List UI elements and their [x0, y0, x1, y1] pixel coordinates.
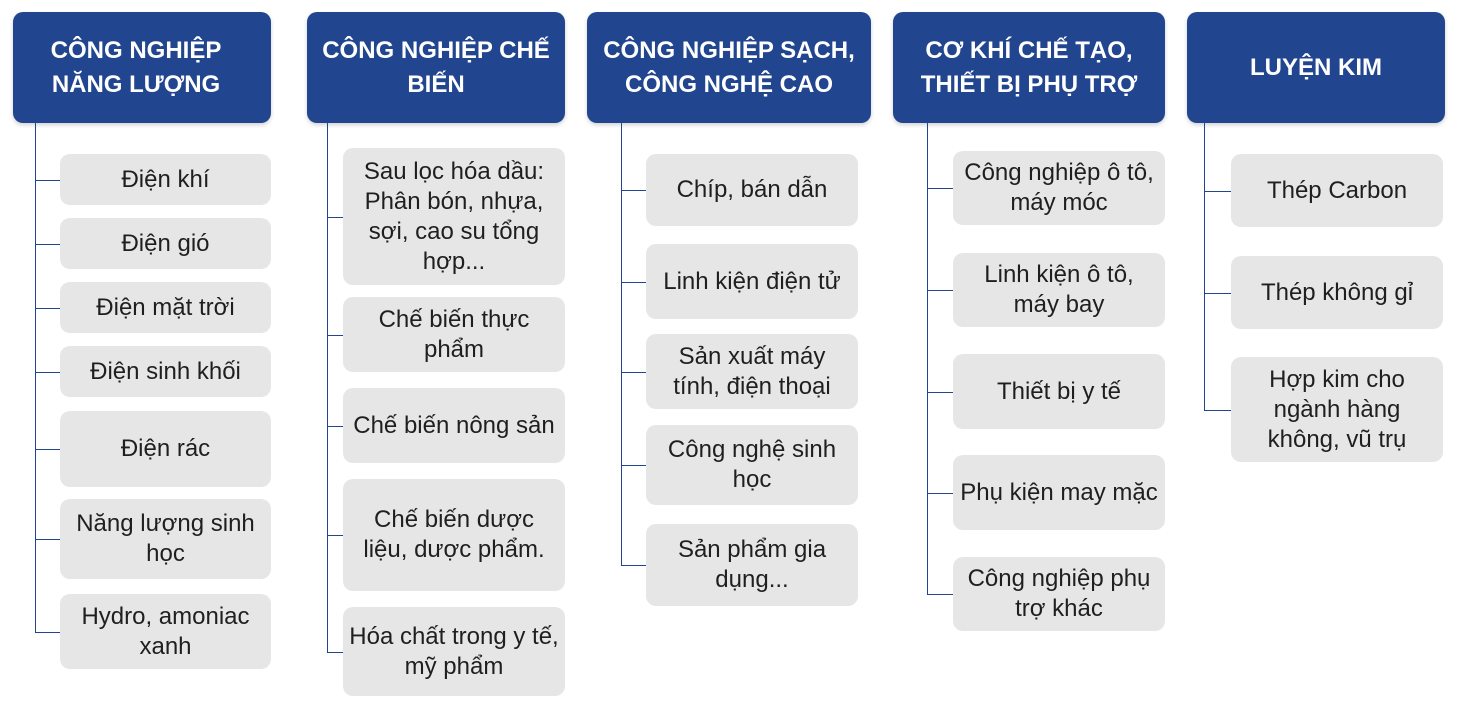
sub-industry-item: [343, 388, 565, 463]
connector-branch: [927, 188, 953, 189]
sub-industry-item: [60, 499, 271, 579]
connector-branch: [35, 308, 60, 309]
sub-industry-item: [953, 151, 1165, 225]
sub-industry-label: Công nghệ sinh học: [667, 436, 837, 493]
connector-branch: [327, 217, 343, 218]
sub-industry-item: [1231, 256, 1443, 329]
category-header-label: LUYỆN KIM: [1250, 53, 1382, 81]
sub-industry-item: [953, 455, 1165, 530]
sub-industry-item: [60, 594, 271, 669]
sub-industry-item: [646, 334, 858, 409]
sub-industry-label: Sản xuất máy tính, điện thoại: [673, 342, 831, 400]
sub-industry-label: Linh kiện ô tô, máy bay: [984, 261, 1134, 318]
sub-industry-label: Chế biến thực phẩm: [378, 305, 530, 363]
sub-industry-label: Sản phẩm gia dụng...: [677, 536, 827, 593]
sub-industry-item: [953, 557, 1165, 631]
connector-branch: [927, 392, 953, 393]
sub-industry-label: Chế biến nông sản: [353, 411, 555, 439]
connector-branch: [35, 372, 60, 373]
category-header: [893, 12, 1165, 123]
sub-industry-item: [646, 154, 858, 226]
sub-industry-item: [646, 425, 858, 505]
sub-industry-label: Điện rác: [120, 435, 211, 462]
connector-branch: [35, 632, 60, 633]
sub-industry-item: [343, 148, 565, 285]
sub-industry-label: Sau lọc hóa dầu: Phân bón, nhựa, sợi, cao su tổng hợp...: [363, 157, 545, 275]
connector-branch: [927, 493, 953, 494]
connector-branch: [621, 465, 646, 466]
connector-branch: [35, 449, 60, 450]
connector-branch: [621, 190, 646, 191]
sub-industry-item: [60, 282, 271, 333]
category-header: [587, 12, 871, 123]
connector-branch: [621, 282, 646, 283]
connector-branch: [927, 290, 953, 291]
sub-industry-label: Điện sinh khối: [90, 357, 241, 385]
connector-branch: [1204, 191, 1231, 192]
sub-industry-item: [646, 244, 858, 319]
category-header-label: CÔNG NGHIỆP CHẾ BIẾN: [322, 36, 550, 98]
sub-industry-label: Công nghiệp ô tô, máy móc: [964, 159, 1154, 216]
sub-industry-label: Thép không gỉ: [1260, 278, 1414, 306]
sub-industry-label: Chíp, bán dẫn: [676, 176, 828, 203]
connector-trunk: [35, 123, 36, 632]
connector-branch: [1204, 293, 1231, 294]
connector-branch: [35, 539, 60, 540]
sub-industry-label: Linh kiện điện tử: [663, 267, 841, 295]
connector-branch: [621, 565, 646, 566]
sub-industry-label: Phụ kiện may mặc: [960, 478, 1158, 506]
connector-branch: [35, 244, 60, 245]
category-header: [307, 12, 565, 123]
sub-industry-label: Thiết bị y tế: [996, 377, 1122, 405]
sub-industry-label: Điện mặt trời: [96, 293, 235, 321]
sub-industry-item: [1231, 357, 1443, 462]
sub-industry-label: Năng lượng sinh học: [76, 510, 255, 567]
connector-branch: [621, 372, 646, 373]
sub-industry-label: Thép Carbon: [1266, 176, 1408, 204]
connector-branch: [35, 180, 60, 181]
connector-trunk: [1204, 123, 1205, 410]
category-header-label: CÔNG NGHIỆP NĂNG LƯỢNG: [50, 36, 222, 98]
category-header-label: CÔNG NGHIỆP SẠCH, CÔNG NGHỆ CAO: [603, 36, 855, 98]
sub-industry-item: [343, 297, 565, 372]
category-header-label: CƠ KHÍ CHẾ TẠO, THIẾT BỊ PHỤ TRỢ: [920, 36, 1138, 98]
sub-industry-item: [60, 218, 271, 269]
sub-industry-label: Chế biến dược liệu, dược phẩm.: [363, 506, 545, 563]
sub-industry-item: [953, 253, 1165, 327]
connector-branch: [327, 335, 343, 336]
sub-industry-item: [60, 154, 271, 205]
sub-industry-item: [343, 479, 565, 591]
connector-branch: [327, 535, 343, 536]
sub-industry-label: Điện gió: [121, 229, 210, 257]
sub-industry-item: [953, 354, 1165, 429]
sub-industry-item: [343, 607, 565, 696]
connector-trunk: [927, 123, 928, 594]
sub-industry-label: Hợp kim cho ngành hàng không, vũ trụ: [1267, 365, 1407, 453]
sub-industry-item: [1231, 154, 1443, 227]
category-header: [1187, 12, 1445, 123]
sub-industry-item: [60, 411, 271, 487]
connector-branch: [327, 652, 343, 653]
connector-branch: [327, 426, 343, 427]
sub-industry-label: Công nghiệp phụ trợ khác: [967, 565, 1151, 622]
connector-trunk: [327, 123, 328, 652]
sub-industry-label: Hydro, amoniac xanh: [81, 602, 250, 660]
sub-industry-label: Điện khí: [121, 165, 210, 193]
connector-branch: [927, 594, 953, 595]
sub-industry-item: [60, 346, 271, 397]
sub-industry-label: Hóa chất trong y tế, mỹ phẩm: [349, 622, 559, 680]
category-header: [13, 12, 271, 123]
connector-branch: [1204, 410, 1231, 411]
sub-industry-item: [646, 524, 858, 606]
